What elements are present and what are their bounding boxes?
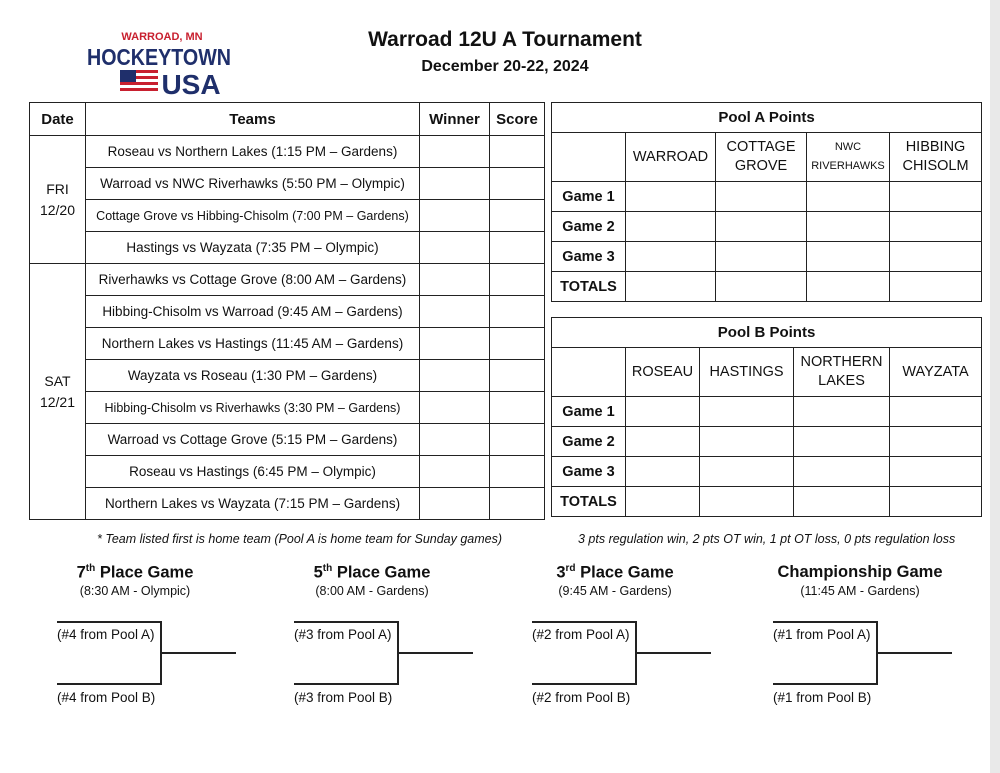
points-cell[interactable] [794,457,890,487]
winner-cell[interactable] [420,360,490,392]
bracket-line [160,652,236,654]
game-cell: Riverhawks vs Cottage Grove (8:00 AM – Gardens) [86,264,420,296]
fifth-top-slot: (#3 from Pool A) [294,627,392,642]
pool-a-team-row [552,133,982,182]
points-cell[interactable] [794,487,890,517]
bracket-line [532,621,636,623]
row-label: Game 1 [552,182,626,212]
team-header: COTTAGE GROVE [716,133,807,182]
game-cell: Northern Lakes vs Wayzata (7:15 PM – Gardens) [86,488,420,520]
championship-title: Championship Game [777,563,943,581]
day-label: SAT [44,372,71,389]
points-cell[interactable] [716,212,807,242]
game-cell: Hibbing-Chisolm vs Warroad (9:45 AM – Gardens) [86,296,420,328]
points-cell[interactable] [626,397,700,427]
points-cell[interactable] [807,272,890,302]
score-cell[interactable] [490,232,545,264]
third-top-slot: (#2 from Pool A) [532,627,630,642]
score-cell[interactable] [490,168,545,200]
points-cell[interactable] [626,457,700,487]
winner-cell[interactable] [420,232,490,264]
teams-header: Teams [86,103,420,136]
seventh-place-title: 7th Place Game [76,563,194,582]
points-cell[interactable] [626,182,716,212]
row-label: Game 3 [552,457,626,487]
points-cell[interactable] [700,487,794,517]
pool-b-team-row [552,348,982,397]
winner-cell[interactable] [420,456,490,488]
page-edge [990,0,1000,773]
bracket-line [773,683,877,685]
game-cell: Hibbing-Chisolm vs Riverhawks (3:30 PM – Gardens) [86,392,420,424]
table-row [30,296,545,328]
score-cell[interactable] [490,296,545,328]
day-label: FRI [46,180,69,197]
table-row [30,232,545,264]
bracket-line [773,621,877,623]
seventh-top-slot: (#4 from Pool A) [57,627,155,642]
saturday-cell [30,264,86,520]
table-row [30,136,545,168]
score-cell[interactable] [490,488,545,520]
points-cell[interactable] [807,212,890,242]
table-row [30,392,545,424]
third-bottom-slot: (#2 from Pool B) [532,690,631,705]
bracket-line [397,652,473,654]
game-cell: Northern Lakes vs Hastings (11:45 AM – Gardens) [86,328,420,360]
schedule-table [29,102,545,520]
team-header: WARROAD [626,133,716,182]
pool-b-table [551,317,982,517]
table-row [30,264,545,296]
points-cell[interactable] [890,242,982,272]
score-cell[interactable] [490,392,545,424]
table-row [30,328,545,360]
points-cell[interactable] [626,487,700,517]
points-cell[interactable] [890,212,982,242]
bracket-line [876,652,952,654]
team-header: HIBBING CHISOLM [890,133,982,182]
bracket-line [57,683,161,685]
logo-mid-text: HOCKEYTOWN [87,44,231,70]
game-cell: Wayzata vs Roseau (1:30 PM – Gardens) [86,360,420,392]
points-cell[interactable] [807,182,890,212]
pool-a-table [551,102,982,302]
winner-cell[interactable] [420,200,490,232]
table-row [552,457,982,487]
game-cell: Cottage Grove vs Hibbing-Chisolm (7:00 PM – Gardens) [86,200,420,232]
table-row [552,487,982,517]
winner-cell[interactable] [420,392,490,424]
blank-cell [552,348,626,397]
table-row [552,182,982,212]
score-cell[interactable] [490,424,545,456]
table-row [552,242,982,272]
third-place-title: 3rd Place Game [556,563,674,582]
points-cell[interactable] [890,272,982,302]
pool-b-title: Pool B Points [552,318,982,348]
score-cell[interactable] [490,136,545,168]
hockeytown-usa-logo [84,26,234,98]
home-team-note: * Team listed first is home team (Pool A is home team for Sunday games) [97,532,503,546]
winner-cell[interactable] [420,424,490,456]
points-cell[interactable] [890,182,982,212]
table-row [30,200,545,232]
points-cell[interactable] [626,427,700,457]
points-cell[interactable] [890,427,982,457]
winner-cell[interactable] [420,168,490,200]
table-row [30,488,545,520]
row-label: Game 3 [552,242,626,272]
points-cell[interactable] [890,397,982,427]
game-cell: Roseau vs Hastings (6:45 PM – Olympic) [86,456,420,488]
score-cell[interactable] [490,456,545,488]
championship-bottom-slot: (#1 from Pool B) [773,690,872,705]
bracket-line [294,621,398,623]
points-cell[interactable] [700,457,794,487]
table-row [30,424,545,456]
game-cell: Roseau vs Northern Lakes (1:15 PM – Gardens) [86,136,420,168]
seventh-place-time: (8:30 AM - Olympic) [79,584,191,598]
table-row [30,168,545,200]
points-cell[interactable] [716,272,807,302]
game-cell: Hastings vs Wayzata (7:35 PM – Olympic) [86,232,420,264]
table-row [552,212,982,242]
logo-bottom-text: USA [161,69,221,100]
points-note: 3 pts regulation win, 2 pts OT win, 1 pt OT loss, 0 pts regulation loss [578,532,956,546]
flag-icon [120,70,158,94]
page-title: Warroad 12U A Tournament [368,28,642,51]
points-cell[interactable] [890,487,982,517]
bracket-line [57,621,161,623]
team-header: NWC RIVERHAWKS [807,133,890,182]
score-header: Score [490,103,545,136]
winner-cell[interactable] [420,296,490,328]
winner-cell[interactable] [420,488,490,520]
logo-top-text: WARROAD, MN [121,31,203,43]
score-cell[interactable] [490,200,545,232]
points-cell[interactable] [716,242,807,272]
winner-header: Winner [420,103,490,136]
table-row [552,397,982,427]
fifth-place-time: (8:00 AM - Gardens) [315,584,429,598]
table-row [552,427,982,457]
row-label: Game 2 [552,212,626,242]
points-cell[interactable] [794,427,890,457]
championship-time: (11:45 AM - Gardens) [800,584,920,598]
blank-cell [552,133,626,182]
winner-cell[interactable] [420,264,490,296]
team-header: WAYZATA [890,348,982,397]
score-cell[interactable] [490,360,545,392]
points-cell[interactable] [626,212,716,242]
bracket-line [635,652,711,654]
winner-cell[interactable] [420,328,490,360]
table-row [552,272,982,302]
points-cell[interactable] [794,397,890,427]
bracket-line [294,683,398,685]
game-cell: Warroad vs Cottage Grove (5:15 PM – Gardens) [86,424,420,456]
team-header: HASTINGS [700,348,794,397]
table-row [30,360,545,392]
winner-cell[interactable] [420,136,490,168]
row-label: Game 2 [552,427,626,457]
team-header: NORTHERN LAKES [794,348,890,397]
score-cell[interactable] [490,264,545,296]
fifth-place-title: 5th Place Game [313,563,431,582]
third-place-time: (9:45 AM - Gardens) [558,584,672,598]
points-cell[interactable] [716,182,807,212]
row-label: TOTALS [552,487,626,517]
team-header: ROSEAU [626,348,700,397]
day-date: 12/21 [39,393,76,410]
points-cell[interactable] [626,242,716,272]
game-cell: Warroad vs NWC Riverhawks (5:50 PM – Olympic) [86,168,420,200]
seventh-bottom-slot: (#4 from Pool B) [57,690,156,705]
day-date: 12/20 [39,201,76,218]
date-header: Date [30,103,86,136]
fifth-bottom-slot: (#3 from Pool B) [294,690,393,705]
points-cell[interactable] [700,427,794,457]
bracket-line [532,683,636,685]
table-row [30,456,545,488]
points-cell[interactable] [626,272,716,302]
row-label: Game 1 [552,397,626,427]
points-cell[interactable] [807,242,890,272]
friday-cell [30,136,86,264]
schedule-header-row [30,103,545,136]
points-cell[interactable] [700,397,794,427]
score-cell[interactable] [490,328,545,360]
page-dates: December 20-22, 2024 [421,58,589,75]
points-cell[interactable] [890,457,982,487]
row-label: TOTALS [552,272,626,302]
championship-top-slot: (#1 from Pool A) [773,627,871,642]
pool-a-title: Pool A Points [552,103,982,133]
